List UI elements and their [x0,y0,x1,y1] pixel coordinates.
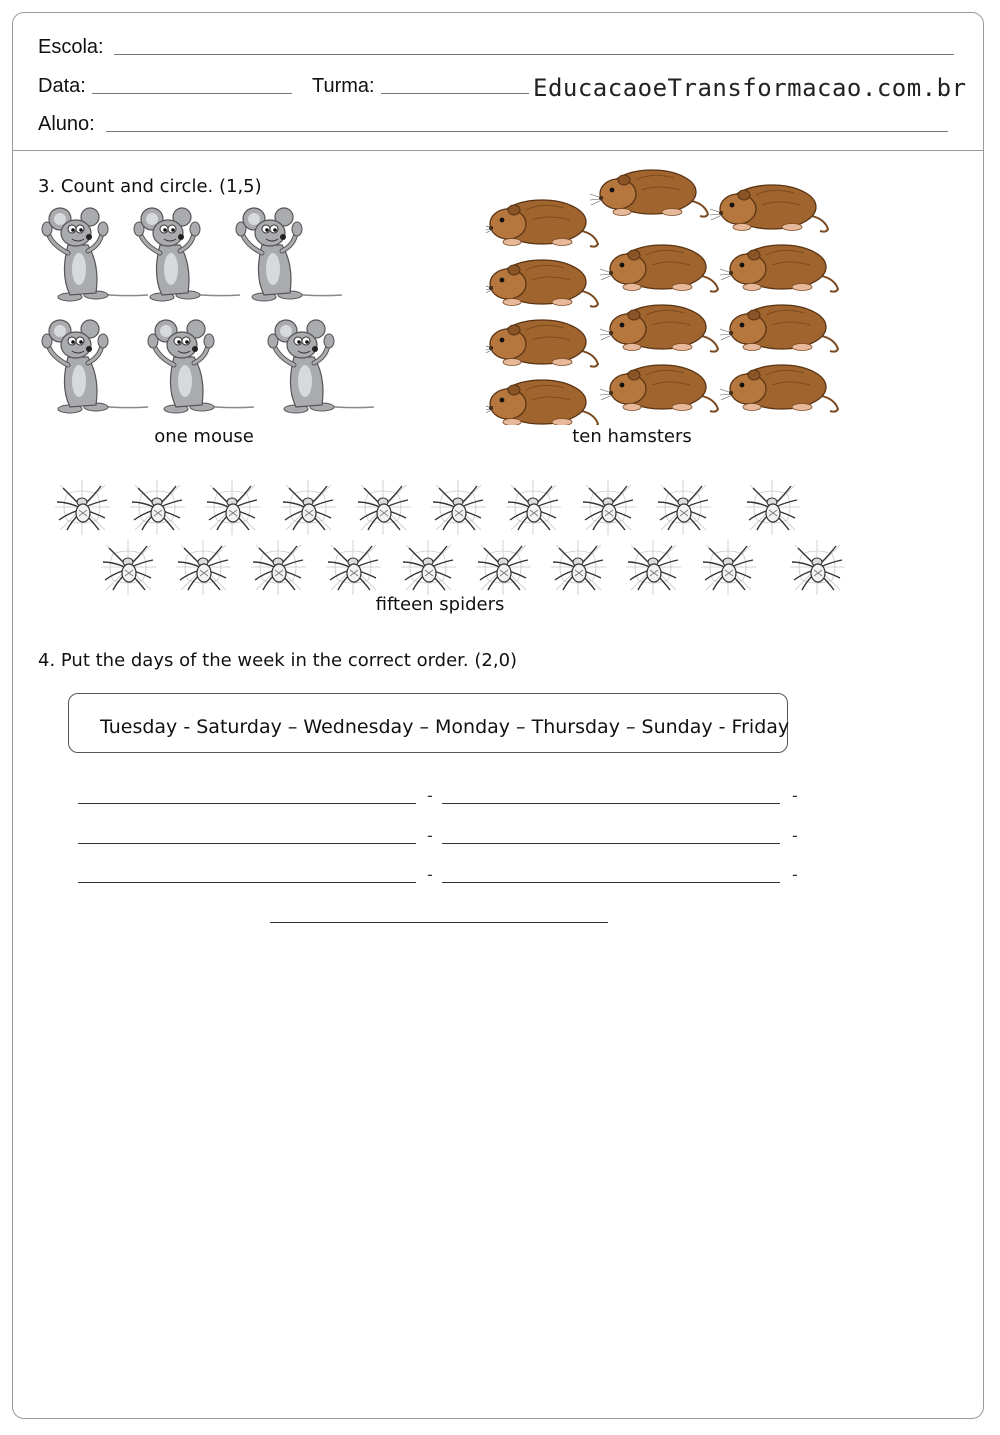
question-3-title: 3. Count and circle. (1,5) [38,176,262,197]
question-4-title: 4. Put the days of the week in the correct order. (2,0) [38,650,518,671]
hamster-icon [720,365,838,412]
hamster-icon [710,185,828,232]
spider-icon [55,480,110,535]
brand-watermark: EducacaoeTransformacao.com.br [533,74,967,102]
hamsters-illustration [486,160,856,425]
student-field[interactable] [106,131,948,132]
separator-dash: - [427,786,433,805]
spider-icon [745,480,800,535]
class-field[interactable] [381,93,529,94]
answer-line[interactable] [78,843,416,844]
separator-dash: - [792,865,798,884]
answer-line[interactable] [270,922,608,923]
hamster-icon [590,170,708,217]
date-field[interactable] [92,93,292,94]
separator-dash: - [427,826,433,845]
school-field[interactable] [114,54,954,55]
spider-icon [176,540,231,595]
spider-icon [581,480,636,535]
answer-line[interactable] [442,843,780,844]
mouse-icon [134,208,240,301]
spider-icon [506,480,561,535]
days-list: Tuesday - Saturday – Wednesday – Monday – Thursday – Sunday - Friday [100,716,790,738]
spider-icon [326,540,381,595]
header-divider [12,150,984,151]
spider-icon [790,540,845,595]
mice-illustration [30,205,390,420]
spider-caption: fifteen spiders [375,594,505,615]
hamster-icon [600,245,718,292]
spider-icon [626,540,681,595]
mouse-caption: one mouse [154,426,254,447]
date-label: Data: [38,75,86,97]
hamster-icon [486,200,598,247]
mouse-icon [42,320,148,413]
hamster-icon [486,380,598,425]
school-label: Escola: [38,36,104,58]
separator-dash: - [792,826,798,845]
spider-icon [356,480,411,535]
answer-line[interactable] [442,882,780,883]
hamster-icon [600,365,718,412]
spider-icon [251,540,306,595]
class-label: Turma: [312,75,375,97]
separator-dash: - [792,786,798,805]
mouse-icon [148,320,254,413]
spider-icon [205,480,260,535]
hamster-icon [600,305,718,352]
spider-icon [656,480,711,535]
hamster-icon [486,260,598,307]
answer-line[interactable] [78,803,416,804]
hamster-icon [720,305,838,352]
mouse-icon [268,320,374,413]
answer-line[interactable] [442,803,780,804]
hamster-caption: ten hamsters [572,426,692,447]
spider-icon [476,540,531,595]
answer-line[interactable] [78,882,416,883]
spider-icon [401,540,456,595]
separator-dash: - [427,865,433,884]
spider-icon [130,480,185,535]
spider-icon [281,480,336,535]
hamster-icon [720,245,838,292]
student-label: Aluno: [38,113,95,135]
spiders-illustration [45,472,865,597]
mouse-icon [42,208,148,301]
mouse-icon [236,208,342,301]
spider-icon [431,480,486,535]
spider-icon [551,540,606,595]
spider-icon [701,540,756,595]
hamster-icon [486,320,598,367]
spider-icon [101,540,156,595]
